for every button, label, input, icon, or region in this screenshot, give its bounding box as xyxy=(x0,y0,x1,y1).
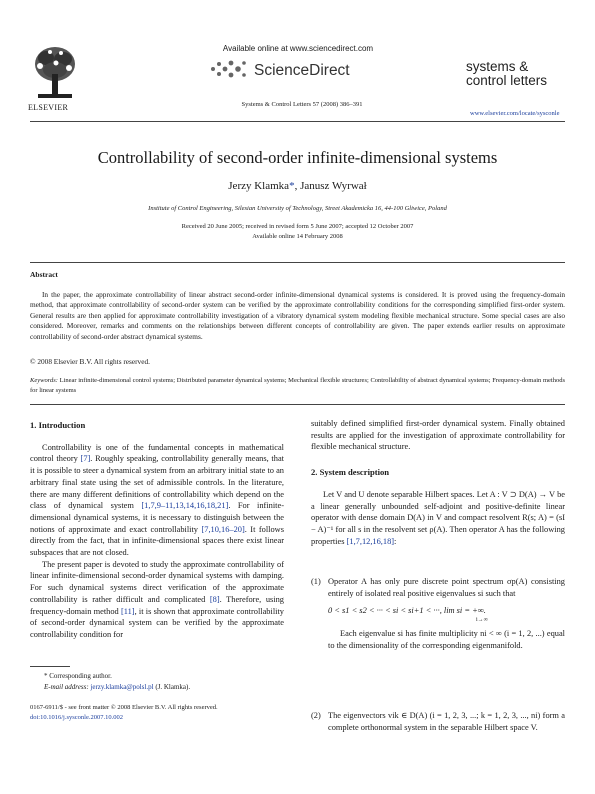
left-column xyxy=(30,420,284,641)
footnote-corresponding: * Corresponding author. xyxy=(44,672,112,680)
citation-link[interactable]: [1,7,12,16,18] xyxy=(346,536,395,546)
abstract-heading: Abstract xyxy=(30,270,58,279)
journal-url-link[interactable]: www.elsevier.com/locate/sysconle xyxy=(470,110,560,117)
publisher-name: ELSEVIER xyxy=(28,103,69,112)
author-wyrwal: , Janusz Wyrwał xyxy=(294,180,367,192)
citation-link[interactable]: [7] xyxy=(80,454,91,464)
corresponding-author-mark[interactable]: * xyxy=(289,180,295,192)
received-dates: Received 20 June 2005; received in revised form 5 June 2007; accepted 12 October 2007 xyxy=(181,223,414,230)
issn-line: 0167-6911/$ - see front matter © 2008 Elsevier B.V. All rights reserved. xyxy=(30,704,218,711)
right-column xyxy=(311,418,565,547)
citation-link[interactable]: [7,10,16–20] xyxy=(201,524,245,534)
item-number: (2) xyxy=(311,711,321,720)
property-1-text: Operator A has only pure discrete point spectrum σp(A) consisting entirely of isolated real positive eigenvalues si such that xyxy=(328,577,565,598)
journal-logo-line1: systems & xyxy=(466,59,529,74)
journal-logo-line2: control letters xyxy=(466,73,548,88)
intro-paragraph-1: Controllability is one of the fundamental concepts in mathematical control theory [7]. Roughly speaking, controllability generally means, that it is possible to steer a dynamical system from an arbitrary initial state to an arbitrary final state using the set of admissible controls. In the literature, there are many different definitions of controllability which depend on the class of dynamical system [1,7,9–11,13,14,16,18,21]. For infinite-dimensional dynamical systems, it is necessary to distinguish between the notions of approximate and exact controllability [7,10,16–20]. It follows directly from the fact, that in infinite-dimensional spaces there exist linear subspaces that are not closed. xyxy=(30,442,284,558)
article-title: Controllability of second-order infinite-dimensional systems xyxy=(97,148,498,167)
citation-link[interactable]: [11] xyxy=(120,606,135,616)
system-paragraph: Let V and U denote separable Hilbert spaces. Let A : V ⊃ D(A) → V be a linear generally unbounded self-adjoint and positive-definite linear operator with dense domain D(A) in V and compact resolvent R(s; A) = (sI − A)⁻¹ for all s in the resolvent set ρ(A). Then operator A has the following properties [1,7,12,16,18]: xyxy=(311,489,565,546)
abstract-top-rule xyxy=(30,262,565,263)
citation-link[interactable]: [8] xyxy=(209,594,220,604)
abstract-bottom-rule xyxy=(30,404,565,405)
section-heading-system-description: 2. System description xyxy=(311,467,390,478)
sciencedirect-logo-icon xyxy=(208,58,248,80)
keywords-label: Keywords: xyxy=(30,377,58,384)
authors xyxy=(30,180,565,192)
email-link[interactable]: jerzy.klamka@polsl.pl xyxy=(90,683,154,691)
item-number: (1) xyxy=(311,577,321,586)
property-1-limit-sub: i→∞ xyxy=(476,617,488,624)
available-date: Available online 14 February 2008 xyxy=(252,233,343,240)
property-1-equation: 0 < s1 < s2 < ··· < si < si+1 < ···, lim si = +∞. xyxy=(328,606,486,616)
journal-citation: Systems & Control Letters 57 (2008) 386–391 xyxy=(241,101,363,108)
available-online: Available online at www.sciencedirect.com xyxy=(222,44,374,53)
journal-logo xyxy=(466,60,547,88)
elsevier-tree-logo xyxy=(30,44,80,102)
property-item-1 xyxy=(311,576,565,652)
article-dates xyxy=(30,222,565,242)
section-heading-introduction: 1. Introduction xyxy=(30,420,86,430)
abstract-copyright: © 2008 Elsevier B.V. All rights reserved. xyxy=(30,357,150,366)
property-2-text: The eigenvectors vik ∈ D(A) (i = 1, 2, 3, ...; k = 1, 2, 3, ..., ni) form a complete orthonormal system in the separable Hilbert space V. xyxy=(328,711,565,732)
footnote-email: E-mail address: jerzy.klamka@polsl.pl (J. Klamka). xyxy=(44,683,191,691)
keywords xyxy=(30,376,565,396)
header-rule xyxy=(30,121,565,122)
doi-link[interactable]: doi:10.1016/j.sysconle.2007.10.002 xyxy=(30,714,123,721)
author-klamka: Jerzy Klamka xyxy=(228,180,290,192)
email-label: E-mail address: xyxy=(44,683,89,691)
keywords-list: Linear infinite-dimensional control systems; Distributed parameter dynamical systems; Mechanical flexible structures; Controllability of abstract dynamical systems; Frequency-domain methods for linear systems xyxy=(30,377,565,394)
section1-continuation: suitably defined simplified first-order dynamical system. Finally obtained results are applied for the investigation of approximate controllability for flexible mechanical structure. xyxy=(311,419,565,452)
intro-paragraph-2: The present paper is devoted to study the approximate controllability of linear infinite-dimensional second-order dynamical systems with damping. For such dynamical systems direct verification of the approximate controllability is rather difficult and complicated [8]. Therefore, using frequency-domain method [11], it is shown that approximate controllability of second-order dynamical system can be verified by the approximate controllability condition for xyxy=(30,559,284,639)
footnote-rule xyxy=(30,666,70,667)
citation-link[interactable]: [1,7,9–11,13,14,16,18,21] xyxy=(141,501,229,511)
property-item-2 xyxy=(311,710,565,733)
affiliation: Institute of Control Engineering, Silesian University of Technology, Street Akademicka 16, 44-100 Gliwice, Poland xyxy=(148,205,447,212)
sciencedirect-wordmark: ScienceDirect xyxy=(254,62,350,79)
abstract-text: In the paper, the approximate controllability of linear abstract second-order infinite-dimensional dynamical systems is considered. It is proved using the frequency-domain method, that approximate controllability of second-order system can be verified by the approximate controllability conditions for the corresponding simplified first-order system. General results are then applied for approximate controllability investigation of a vibratory dynamical system modeling flexible mechanical structure. Some special cases are also considered. Moreover, remarks and comments on the relationships between different concepts of controllability are given. The paper extends earlier results on approximate controllability of second-order abstract dynamical systems. xyxy=(30,290,565,341)
property-1-text-2: Each eigenvalue si has finite multiplicity ni < ∞ (i = 1, 2, ...) equal to the dimensionality of the corresponding eigenmanifold. xyxy=(328,629,565,650)
